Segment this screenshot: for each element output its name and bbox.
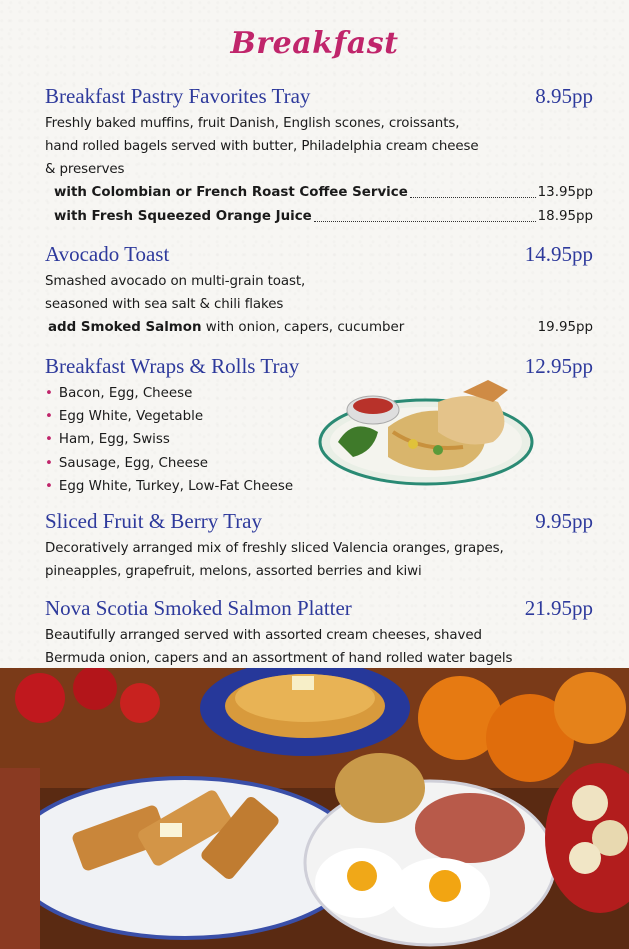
item-description: Freshly baked muffins, fruit Danish, English scones, croissants, hand rolled bagels served with butter, Philadelphia cream cheese & preserves [45, 116, 479, 177]
list-item: • Egg White, Turkey, Low-Fat Cheese [45, 478, 294, 494]
list-item: • Ham, Egg, Swiss [45, 432, 170, 448]
addon-smoked-salmon: add Smoked Salmon with onion, capers, cucumber 19.95pp [48, 320, 593, 335]
list-item: • Egg White, Vegetable [45, 409, 204, 425]
item-name: Nova Scotia Smoked Salmon Platter [45, 596, 352, 620]
breakfast-food-photo [0, 668, 629, 949]
item-price: 12.95pp [524, 354, 593, 378]
list-item: • Sausage, Egg, Cheese [45, 455, 209, 471]
section-pastry-tray [45, 84, 593, 229]
item-price: 8.95pp [535, 84, 593, 108]
item-price: 14.95pp [524, 242, 593, 266]
section-salmon-platter [45, 596, 593, 670]
section-fruit-tray [45, 509, 593, 583]
item-price: 21.95pp [524, 596, 593, 620]
item-name: Sliced Fruit & Berry Tray [45, 509, 263, 533]
page-title: Breakfast [230, 26, 399, 61]
item-name: Breakfast Pastry Favorites Tray [45, 84, 311, 108]
item-price: 9.95pp [535, 509, 593, 533]
wraps-plate-image [318, 372, 534, 488]
list-item: • Bacon, Egg, Cheese [45, 386, 193, 401]
item-description: Smashed avocado on multi-grain toast, seasoned with sea salt & chili flakes [45, 274, 306, 312]
item-description: Beautifully arranged served with assorted cream cheeses, shaved Bermuda onion, capers and an assortment of hand rolled water bagels [45, 628, 513, 666]
item-name: Avocado Toast [45, 242, 170, 266]
item-description: Decoratively arranged mix of freshly sliced Valencia oranges, grapes, pineapples, grapefruit, melons, assorted berries and kiwi [45, 541, 504, 579]
addon-coffee: with Colombian or French Roast Coffee Service 13.95pp [54, 181, 593, 205]
section-avocado-toast [45, 242, 593, 340]
addon-orange-juice: with Fresh Squeezed Orange Juice 18.95pp [54, 205, 593, 229]
item-name: Breakfast Wraps & Rolls Tray [45, 354, 300, 378]
